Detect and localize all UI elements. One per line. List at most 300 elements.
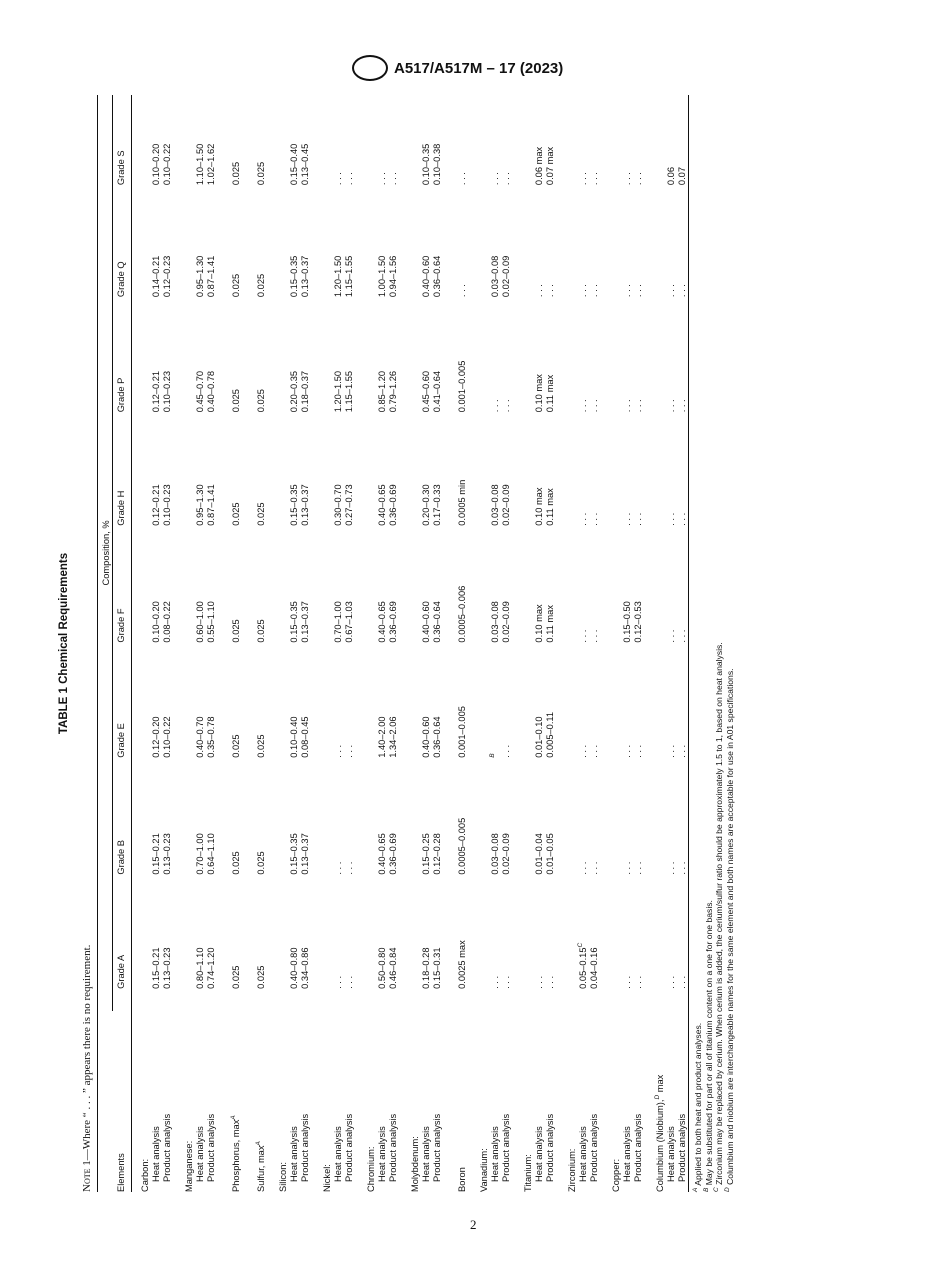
table-cell: 0.15–0.35: [289, 601, 299, 643]
empty-cell: [311, 548, 333, 665]
analysis-label: Product analysis: [677, 1113, 687, 1182]
table-cell: 0.07 max: [545, 146, 555, 186]
analysis-row: [622, 95, 633, 1192]
empty-cell: [267, 548, 289, 665]
table-cell: 0.12–0.28: [432, 833, 442, 875]
empty-cell: [556, 780, 578, 897]
empty-cell: [132, 95, 152, 207]
table-cell: . . .: [501, 399, 511, 413]
table-cell: 0.001–0.005: [457, 706, 467, 758]
table-cell: 0.70–1.00: [195, 833, 205, 875]
table-cell: 0.95–1.30: [195, 255, 205, 298]
table-cell: 0.02–0.09: [501, 484, 511, 526]
element-name: Titanium:: [523, 1154, 533, 1192]
table-cell: 0.025: [256, 965, 266, 989]
table-cell: 0.15–0.40: [289, 143, 299, 186]
element-row: [132, 95, 152, 1192]
footnote: [714, 95, 725, 1192]
analysis-row: [421, 95, 432, 1192]
empty-cell: [399, 95, 421, 207]
table-cell: 0.40–0.70: [195, 716, 205, 758]
table-cell: 0.025: [256, 273, 266, 298]
empty-cell: [173, 897, 195, 1011]
empty-cell: [173, 207, 195, 319]
table-cell: 0.40–0.60: [421, 716, 431, 758]
table-cell: . . .: [589, 399, 599, 413]
empty-cell: [468, 780, 490, 897]
empty-cell: [512, 665, 534, 780]
table-cell: . . .: [344, 861, 354, 875]
table-cell: . . .: [622, 399, 632, 413]
empty-cell: [399, 319, 421, 434]
element-name: Columbium (Niobium),: [655, 1099, 665, 1192]
table-cell: 0.02–0.09: [501, 601, 511, 643]
table-cell: 0.025: [231, 502, 241, 526]
analysis-label: Product analysis: [501, 1113, 511, 1182]
analysis-label: Heat analysis: [377, 1126, 387, 1182]
empty-cell: [311, 319, 333, 434]
element-label: [311, 1011, 333, 1192]
empty-cell: [132, 319, 152, 434]
table-cell: 0.03–0.08: [490, 255, 500, 298]
table-cell: 0.17–0.33: [432, 484, 442, 526]
table-cell: 1.20–1.50: [333, 370, 343, 413]
table-cell: 0.025: [256, 161, 266, 186]
empty-cell: [644, 319, 666, 434]
document-header: [352, 55, 563, 81]
analysis-row: [501, 95, 512, 1192]
table-cell: 0.13–0.37: [300, 833, 310, 875]
table-cell: 0.13–0.23: [162, 833, 172, 875]
astm-logo-icon: [352, 55, 388, 81]
table-cell: 0.11 max: [545, 605, 555, 643]
empty-cell: [512, 548, 534, 665]
analysis-row: [151, 95, 162, 1192]
empty-cell: [173, 434, 195, 547]
element-row: [600, 95, 622, 1192]
empty-cell: [512, 780, 534, 897]
table-cell: 0.85–1.20: [377, 370, 387, 413]
empty-cell: [132, 665, 152, 780]
empty-cell: [556, 434, 578, 547]
table-cell: . . .: [501, 172, 511, 186]
table-cell: 0.10 max: [534, 604, 544, 643]
empty-cell: [399, 897, 421, 1011]
table-cell: 0.14–0.21: [151, 255, 161, 298]
analysis-row: [633, 95, 644, 1192]
empty-cell: [311, 95, 333, 207]
table-cell: 0.11 max: [545, 488, 555, 526]
table-cell: . . .: [333, 975, 343, 989]
table-cell: 0.12–0.21: [151, 484, 161, 526]
table-cell: 0.34–0.86: [300, 947, 310, 989]
table-cell: . . .: [344, 975, 354, 989]
element-row: [267, 95, 289, 1192]
empty-cell: [173, 95, 195, 207]
element-row: [311, 95, 333, 1192]
table-cell: . . .: [589, 172, 599, 186]
note-label: Note 1: [81, 1160, 93, 1192]
table-cell: . . .: [578, 512, 588, 526]
table-cell: . . .: [457, 284, 467, 298]
element-label: [267, 1011, 289, 1192]
table-cell: 0.10–0.40: [289, 716, 299, 758]
table-cell: 0.01–0.10: [534, 716, 544, 758]
empty-cell: [600, 434, 622, 547]
page-number: 2: [470, 1217, 477, 1232]
empty-cell: [355, 434, 377, 547]
empty-cell: [267, 207, 289, 319]
table-cell: 0.40–0.80: [289, 947, 299, 989]
empty-cell: [132, 897, 152, 1011]
footnote-ref: D: [653, 1094, 661, 1100]
table-cell: 0.025: [231, 965, 241, 989]
table-cell: . . .: [666, 629, 676, 643]
table-cell: 0.40–0.78: [206, 370, 216, 413]
analysis-label: Heat analysis: [578, 1126, 588, 1182]
table-cell: 0.55–1.10: [206, 601, 216, 643]
analysis-row: [677, 95, 689, 1192]
table-cell: 0.10–0.20: [151, 601, 161, 643]
footnote-mark: A: [692, 1187, 700, 1192]
element-label: [132, 1011, 152, 1192]
empty-cell: [468, 548, 490, 665]
empty-cell: [173, 780, 195, 897]
analysis-row: [289, 95, 300, 1192]
empty-cell: [399, 780, 421, 897]
analysis-label: Product analysis: [300, 1113, 310, 1182]
empty-cell: [600, 665, 622, 780]
table-cell: 0.13–0.45: [300, 143, 310, 186]
element-name-suffix: max: [655, 1074, 665, 1095]
table-cell: 1.15–1.55: [344, 370, 354, 413]
analysis-row: [333, 95, 344, 1192]
table-cell: 0.87–1.41: [206, 255, 216, 298]
analysis-row: [300, 95, 311, 1192]
table-cell: 0.10–0.35: [421, 143, 431, 186]
table-cell: 0.36–0.64: [432, 255, 442, 298]
table-cell: . . .: [589, 284, 599, 298]
footnote-text: Zirconium may be replaced by cerium. When cerium is added, the cerium/sulfur ratio should be approximately 1.5 to 1, based on heat analysis.: [714, 642, 724, 1185]
elements-header: Elements: [113, 1011, 132, 1192]
footnote: [693, 95, 704, 1192]
table-cell: . . .: [578, 629, 588, 643]
table-cell: . . .: [633, 975, 643, 989]
table-cell: . . .: [457, 172, 467, 186]
element-label: [644, 1011, 666, 1192]
table-cell: 0.10–0.22: [162, 716, 172, 758]
analysis-label: Heat analysis: [421, 1126, 431, 1182]
analysis-label: Product analysis: [162, 1113, 172, 1182]
analysis-row: [162, 95, 173, 1192]
element-row: [399, 95, 421, 1192]
table-cell: 0.025: [231, 389, 241, 413]
table-cell: [490, 665, 501, 780]
table-cell: 0.10 max: [534, 487, 544, 526]
element-name: Boron: [457, 1167, 467, 1192]
table-cell: . . .: [578, 861, 588, 875]
table-cell: 0.18–0.28: [421, 947, 431, 989]
table-cell: 1.20–1.50: [333, 255, 343, 298]
footnote-mark: D: [723, 1187, 731, 1192]
empty-cell: [355, 780, 377, 897]
table-cell: 0.36–0.64: [432, 601, 442, 643]
element-row: [644, 95, 666, 1192]
empty-cell: [132, 207, 152, 319]
empty-cell: [399, 548, 421, 665]
empty-cell: [512, 319, 534, 434]
table-cell: . . .: [622, 512, 632, 526]
footnote-ref: A: [254, 1141, 262, 1146]
element-label: [512, 1011, 534, 1192]
table-cell: 0.20–0.35: [289, 370, 299, 413]
table-cell: 0.13–0.23: [162, 947, 172, 989]
element-label: [556, 1011, 578, 1192]
element-row: [556, 95, 578, 1192]
element-name: Copper:: [611, 1158, 621, 1192]
element-name: Nickel:: [322, 1164, 332, 1192]
table-cell: 0.03–0.08: [490, 833, 500, 875]
footnote: [725, 95, 736, 1192]
element-name: Molybdenum:: [410, 1136, 420, 1192]
empty-cell: [132, 780, 152, 897]
empty-cell: [556, 548, 578, 665]
empty-cell: [644, 95, 666, 207]
empty-cell: [173, 665, 195, 780]
empty-cell: [644, 548, 666, 665]
table-cell: 0.06 max: [534, 146, 544, 186]
table-cell: 0.08–0.22: [162, 601, 172, 643]
footnote-mark: C: [713, 1187, 721, 1192]
table-cell: 0.10–0.22: [162, 143, 172, 186]
table-cell: . . .: [622, 172, 632, 186]
footnotes: [693, 95, 735, 1192]
table-cell: 0.12–0.20: [151, 716, 161, 758]
table-cell: 0.02–0.09: [501, 833, 511, 875]
table-cell: 0.15–0.21: [151, 833, 161, 875]
empty-cell: [468, 207, 490, 319]
analysis-label: Heat analysis: [490, 1126, 500, 1182]
table-cell: 1.34–2.06: [388, 716, 398, 758]
empty-cell: [468, 434, 490, 547]
table-cell: 0.12–0.23: [162, 255, 172, 298]
analysis-label: Product analysis: [432, 1113, 442, 1182]
empty-cell: [267, 897, 289, 1011]
grade-header: Grade H: [113, 434, 132, 547]
table-cell: 0.025: [256, 851, 266, 875]
element-label: [242, 1011, 267, 1192]
table-cell: . . .: [633, 861, 643, 875]
cell-value: 0.05–0.15: [578, 947, 588, 989]
table-cell: . . .: [677, 629, 687, 643]
table-cell: 0.025: [231, 619, 241, 643]
footnote-text: Columbium and niobium are interchangeable names for the same element and both names are acceptable for use in A01 specifications.: [724, 668, 735, 1185]
table-cell: 0.025: [256, 389, 266, 413]
empty-cell: [267, 780, 289, 897]
analysis-label: Product analysis: [388, 1113, 398, 1182]
analysis-label: Product analysis: [633, 1113, 643, 1182]
table-cell: 0.10–0.23: [162, 484, 172, 526]
empty-cell: [311, 780, 333, 897]
table-cell: 0.15–0.35: [289, 484, 299, 526]
table-cell: 0.40–0.60: [421, 601, 431, 643]
footnote-ref: C: [576, 942, 584, 948]
table-cell: 0.50–0.80: [377, 947, 387, 989]
table-cell: 0.40–0.65: [377, 484, 387, 526]
element-row: [355, 95, 377, 1192]
table-cell: 0.10 max: [534, 374, 544, 413]
empty-cell: [355, 207, 377, 319]
empty-cell: [512, 207, 534, 319]
table-cell: 0.03–0.08: [490, 484, 500, 526]
table-cell: . . .: [666, 284, 676, 298]
grade-header: Grade P: [113, 319, 132, 434]
table-cell: 0.64–1.10: [206, 833, 216, 875]
footnote-ref: A: [229, 1115, 237, 1120]
grade-header: Grade F: [113, 548, 132, 665]
analysis-row: [578, 95, 589, 1192]
table-cell: 0.15–0.31: [432, 947, 442, 989]
table-cell: 0.07: [677, 166, 687, 186]
table-note: [81, 95, 97, 1192]
analysis-row: [545, 95, 556, 1192]
empty-cell: [512, 897, 534, 1011]
empty-cell: [355, 95, 377, 207]
element-row: [468, 95, 490, 1192]
table-cell: 0.79–1.26: [388, 370, 398, 413]
table-cell: 0.15–0.35: [289, 255, 299, 298]
table-cell: . . .: [344, 172, 354, 186]
empty-cell: [399, 207, 421, 319]
analysis-label: Heat analysis: [151, 1126, 161, 1182]
empty-cell: [556, 897, 578, 1011]
empty-cell: [600, 780, 622, 897]
empty-cell: [267, 665, 289, 780]
analysis-row: [195, 95, 206, 1192]
table-cell: . . .: [666, 512, 676, 526]
element-row: [443, 95, 468, 1192]
table-cell: 0.03–0.08: [490, 601, 500, 643]
empty-cell: [468, 95, 490, 207]
table-cell: 0.0005 min: [457, 479, 467, 526]
empty-cell: [132, 548, 152, 665]
empty-cell: [468, 319, 490, 434]
element-row: [512, 95, 534, 1192]
table-cell: 0.45–0.70: [195, 370, 205, 413]
table-cell: . . .: [490, 975, 500, 989]
table-cell: . . .: [490, 172, 500, 186]
table-cell: . . .: [501, 744, 511, 758]
empty-cell: [267, 319, 289, 434]
empty-cell: [267, 95, 289, 207]
table-cell: 1.00–1.50: [377, 255, 387, 298]
analysis-row: [490, 95, 501, 1192]
table-cell: 0.025: [231, 161, 241, 186]
table-cell: . . .: [677, 399, 687, 413]
table-cell: . . .: [666, 861, 676, 875]
table-cell: . . .: [490, 399, 500, 413]
table-cell: . . .: [333, 172, 343, 186]
table-cell: . . .: [333, 861, 343, 875]
empty-cell: [173, 548, 195, 665]
empty-cell: [600, 548, 622, 665]
table-cell: 0.13–0.37: [300, 601, 310, 643]
table-cell: 0.41–0.64: [432, 370, 442, 413]
chemical-requirements-table: [97, 95, 689, 1192]
element-row: [173, 95, 195, 1192]
table-cell: 0.10–0.20: [151, 143, 161, 186]
table-cell: 0.025: [256, 734, 266, 758]
table-cell: 0.35–0.78: [206, 716, 216, 758]
footnote-ref: B: [488, 753, 496, 758]
table-cell: . . .: [578, 744, 588, 758]
table-cell: . . .: [534, 975, 544, 989]
empty-cell: [355, 897, 377, 1011]
empty-cell: [644, 780, 666, 897]
table-cell: . . .: [633, 512, 643, 526]
table-cell: 0.60–1.00: [195, 601, 205, 643]
table-cell: . . .: [589, 512, 599, 526]
note-text: —Where “ . . . ” appears there is no requirement.: [81, 944, 93, 1161]
table-cell: . . .: [377, 172, 387, 186]
table-cell: . . .: [666, 744, 676, 758]
composition-header: [98, 95, 114, 1011]
table-cell: . . .: [589, 629, 599, 643]
element-name: Chromium:: [366, 1146, 376, 1192]
element-row: [242, 95, 267, 1192]
table-cell: 0.46–0.84: [388, 947, 398, 989]
table-cell: 0.04–0.16: [589, 947, 599, 989]
table-cell: 0.001–0.005: [457, 360, 467, 413]
table-cell: 0.36–0.69: [388, 833, 398, 875]
table-cell: . . .: [534, 284, 544, 298]
analysis-label: Heat analysis: [622, 1126, 632, 1182]
empty-cell: [468, 665, 490, 780]
rotated-table-block: [55, 95, 885, 1192]
table-cell: . . .: [333, 744, 343, 758]
analysis-row: [388, 95, 399, 1192]
table-cell: 0.08–0.45: [300, 716, 310, 758]
element-name: Silicon:: [278, 1162, 288, 1192]
analysis-label: Product analysis: [206, 1113, 216, 1182]
empty-cell: [600, 95, 622, 207]
table-cell: . . .: [666, 399, 676, 413]
analysis-label: Product analysis: [589, 1113, 599, 1182]
analysis-label: Heat analysis: [534, 1126, 544, 1182]
table-cell: 0.30–0.70: [333, 484, 343, 526]
table-cell: 0.0005–0.005: [457, 817, 467, 875]
table-cell: . . .: [545, 975, 555, 989]
table-cell: 0.13–0.37: [300, 255, 310, 298]
table-cell: . . .: [589, 744, 599, 758]
table-cell: . . .: [344, 744, 354, 758]
table-cell: 0.40–0.65: [377, 833, 387, 875]
table-cell: . . .: [633, 172, 643, 186]
element-label: [600, 1011, 622, 1192]
empty-cell: [399, 665, 421, 780]
table-cell: 0.025: [231, 734, 241, 758]
element-name: Zirconium:: [567, 1148, 577, 1192]
element-label: [173, 1011, 195, 1192]
analysis-row: [666, 95, 677, 1192]
table-cell: 0.0005–0.006: [457, 585, 467, 643]
table-cell: 0.74–1.20: [206, 947, 216, 989]
element-label: [217, 1011, 242, 1192]
table-cell: . . .: [622, 975, 632, 989]
element-name: Sulfur, max: [256, 1145, 266, 1192]
empty-cell: [644, 665, 666, 780]
table-cell: . . .: [578, 172, 588, 186]
